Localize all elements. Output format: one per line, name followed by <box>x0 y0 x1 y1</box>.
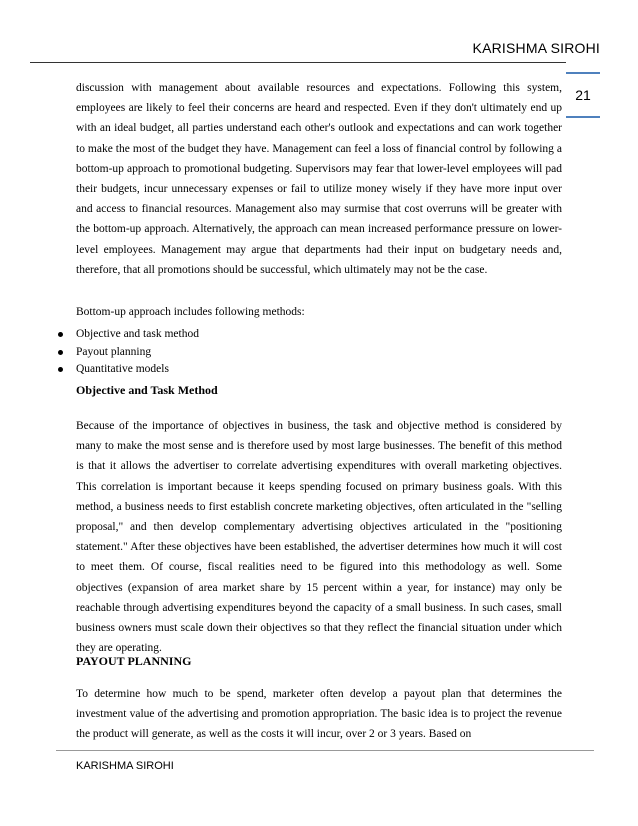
footer-author: KARISHMA SIROHI <box>76 760 174 772</box>
paragraph-objective-task: Because of the importance of objectives in business, the task and objective method is considered by many to make the most sense and is therefore used by most large businesses. The benefit of this method is that it allows the advertiser to correlate advertising expenditures with overall marketing objectives. This correlation is important because it keeps spending focused on primary business goals. With this method, a business needs to first establish concrete marketing objectives, often articulated in the "selling proposal," and then develop complementary advertising objectives articulated in the "positioning statement." After these objectives have been established, the advertiser determines how much it will cost to meet them. Of course, fiscal realities need to be figured into this methodology as well. Some objectives (expansion of area market share by 15 percent within a year, for instance) may only be reachable through advertising expenditures beyond the capacity of a small business. In such cases, small business owners must scale down their objectives so that they reflect the financial situation under which they are operating. <box>76 420 562 655</box>
header-author: KARISHMA SIROHI <box>472 40 600 56</box>
list-item: Objective and task method <box>56 326 199 344</box>
methods-list <box>56 326 199 379</box>
list-item: Payout planning <box>56 344 199 362</box>
paragraph-bottom-up-intro: Bottom-up approach includes following methods: <box>76 306 305 318</box>
footer-rule <box>56 750 594 751</box>
heading-objective-task-method: Objective and Task Method <box>76 383 218 397</box>
list-item: Quantitative models <box>56 361 199 379</box>
page-number: 21 <box>566 72 600 118</box>
paragraph-budgeting-discussion: discussion with management about available resources and expectations. Following this system, employees are likely to feel their concerns are heard and respected. Even if they don't ultimately end up with an ideal budget, all parties understand each other's outlook and expectations and can work together to make the most of the budget they have. Management can feel a loss of financial control by following a bottom-up approach to promotional budgeting. Supervisors may fear that lower-level employees will pad their budgets, incur unnecessary expenses or fail to utilize money wisely if they have more input over and access to financial resources. Management also may surmise that cost overruns will be greater with the bottom-up approach. Alternatively, the approach can mean increased performance pressure on lower-level employees. Management may argue that departments had their input on budgetary needs and, therefore, that all promotions should be successful, which ultimately may not be the case. <box>76 82 562 276</box>
heading-payout-planning: PAYOUT PLANNING <box>76 654 192 668</box>
header-rule <box>30 62 566 63</box>
paragraph-payout-planning: To determine how much to be spend, marketer often develop a payout plan that determines the investment value of the advertising and promotion appropriation. The basic idea is to project the revenue the product will generate, as well as the costs it will incur, over 2 or 3 years. Based on <box>76 688 562 741</box>
